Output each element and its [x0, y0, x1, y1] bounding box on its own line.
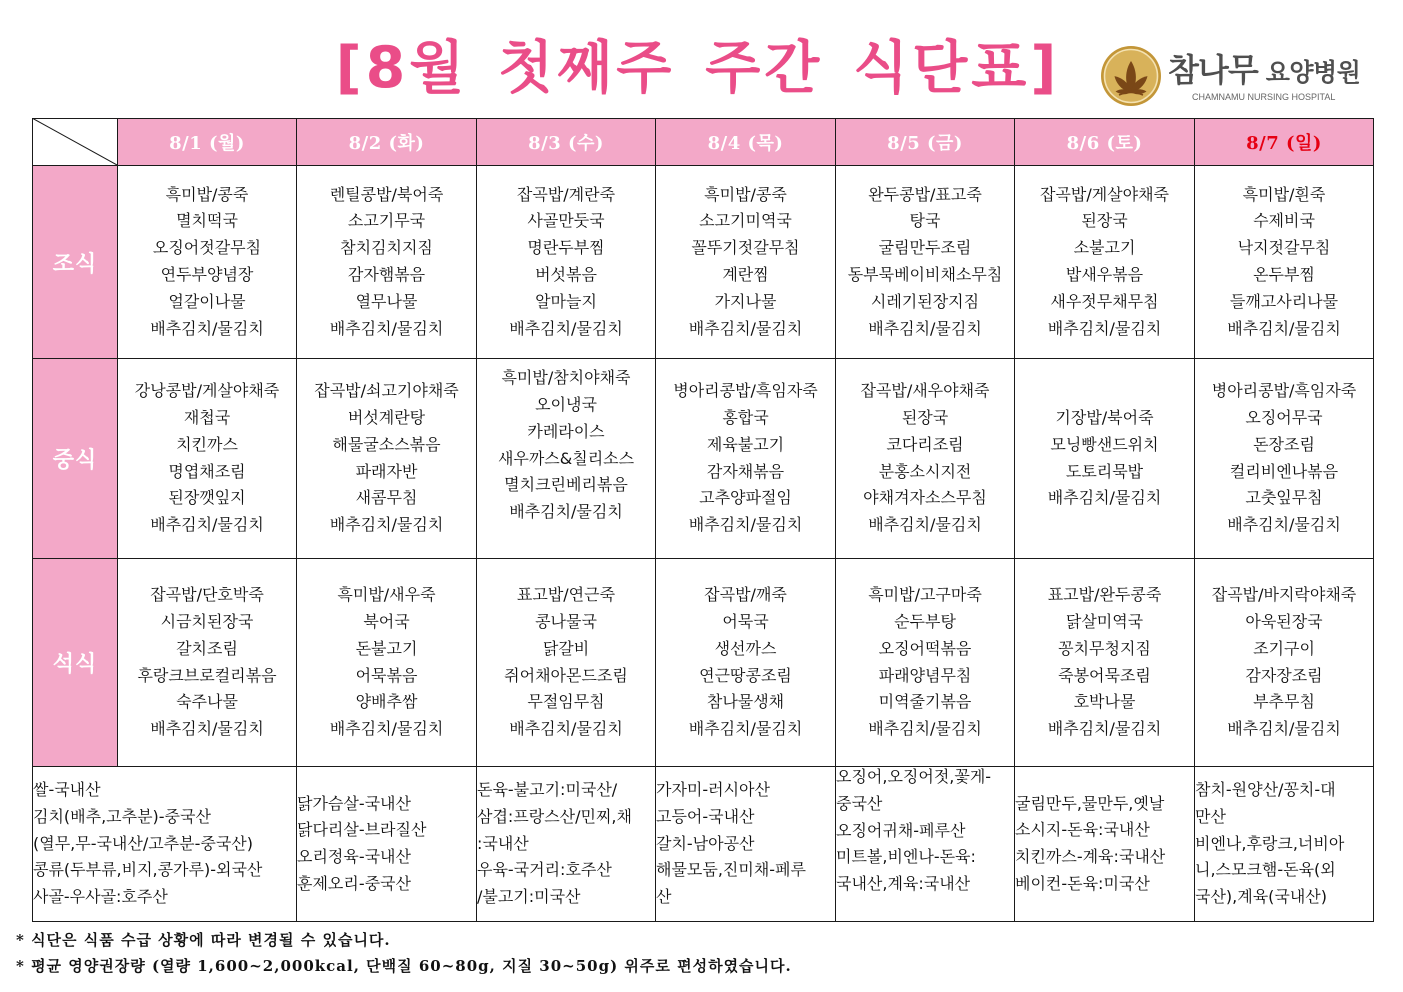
footnote-menu-change: * 식단은 식품 수급 상황에 따라 변경될 수 있습니다.: [16, 931, 391, 949]
origin-info-cell: [33, 767, 297, 922]
menu-item: 무절임무침: [527, 692, 605, 712]
menu-item: 돈불고기: [355, 638, 418, 658]
menu-item: 수제비국: [1253, 211, 1315, 231]
menu-item: 배추김치/물김치: [150, 515, 264, 535]
menu-item: 동부묵베이비채소무침: [847, 265, 1003, 284]
menu-item: 배추김치/물김치: [150, 318, 264, 338]
menu-item: 배추김치/물김치: [509, 719, 623, 739]
menu-cell-lunch-sat: [1015, 359, 1195, 559]
menu-item: 배추김치/물김치: [329, 515, 444, 535]
menu-item: 배추김치/물김치: [1047, 318, 1162, 338]
origin-info-line: :국내산: [477, 833, 529, 853]
oak-leaf-emblem-icon: [1100, 45, 1162, 107]
origin-info-cell: [1195, 767, 1374, 922]
menu-item: 흑미밥/콩죽: [704, 184, 787, 204]
menu-item-list: [836, 182, 1014, 343]
menu-item: 배추김치/물김치: [509, 502, 623, 522]
menu-item: 연근땅콩조림: [699, 665, 792, 685]
menu-item: 명란두부찜: [527, 238, 605, 258]
menu-item-list: [656, 378, 835, 539]
menu-item: 아욱된장국: [1245, 611, 1323, 631]
menu-item-list: [118, 582, 296, 743]
menu-cell-breakfast-sat: [1015, 166, 1195, 359]
menu-item: 닭살미역국: [1065, 611, 1144, 631]
meal-label-breakfast: 조식: [33, 166, 118, 359]
menu-item: 흑미밥/고구마죽: [868, 585, 982, 605]
menu-item: 낙지젓갈무침: [1237, 238, 1331, 258]
origin-info-line: 소시지-돈육:국내산: [1015, 820, 1150, 840]
menu-item: 코다리조림: [886, 434, 964, 454]
meal-row-breakfast: [33, 166, 1374, 359]
menu-cell-lunch-thu: [656, 359, 836, 559]
menu-item: 잡곡밥/단호박죽: [150, 585, 264, 605]
day-header-wed: 8/3 (수): [477, 119, 656, 166]
menu-item: 배추김치/물김치: [688, 318, 803, 338]
menu-item: 어묵볶음: [355, 665, 418, 685]
menu-item-list: [1015, 582, 1194, 743]
menu-item: 배추김치/물김치: [150, 719, 264, 739]
hospital-name-main: 참나무: [1168, 51, 1258, 89]
menu-cell-breakfast-wed: [477, 166, 656, 359]
menu-item: 파래자반: [355, 461, 418, 481]
origin-info-line: 닭가슴살-국내산: [297, 793, 411, 813]
menu-item: 미역줄기볶음: [878, 692, 972, 712]
menu-item: 닭갈비: [542, 638, 590, 658]
menu-item-list: [1195, 182, 1373, 343]
menu-item: 치킨까스: [176, 434, 238, 454]
origin-info-line: 미트볼,비엔나-돈육:: [836, 847, 976, 867]
menu-item: 제육불고기: [706, 434, 785, 454]
hospital-logo: [1100, 44, 1372, 110]
origin-info-line: 굴림만두,물만두,옛날: [1015, 793, 1165, 813]
menu-item-list: [118, 182, 296, 343]
menu-item: 소불고기: [1073, 238, 1136, 258]
menu-item-list: [477, 365, 655, 526]
origin-info-cell: [836, 767, 1015, 922]
menu-item: 잡곡밥/게살야채죽: [1039, 184, 1170, 204]
menu-item: 배추김치/물김치: [329, 318, 444, 338]
menu-item: 탕국: [909, 211, 941, 231]
menu-item-list: [1195, 582, 1373, 743]
hospital-name: [1168, 48, 1360, 98]
origin-info-cell: [656, 767, 836, 922]
meal-label-dinner: 석식: [33, 559, 118, 767]
menu-item: 생선까스: [714, 638, 777, 658]
menu-item: 버섯계란탕: [347, 407, 426, 427]
menu-item: 표고밥/완두콩죽: [1047, 585, 1162, 605]
menu-item: 강낭콩밥/게살야채죽: [134, 381, 280, 401]
menu-item: 감자햄볶음: [347, 265, 426, 284]
menu-cell-dinner-sat: [1015, 559, 1195, 767]
menu-item: 배추김치/물김치: [1227, 719, 1341, 739]
menu-item: 고춧잎무침: [1245, 488, 1323, 508]
menu-item-list: [1195, 378, 1373, 539]
menu-item-list: [656, 582, 835, 743]
menu-item: 오징어젓갈무침: [152, 238, 262, 258]
origin-info-line: 사골-우사골:호주산: [33, 887, 168, 907]
menu-item: 들깨고사리나물: [1229, 291, 1339, 311]
menu-item: 온두부찜: [1253, 265, 1315, 284]
menu-item: 배추김치/물김치: [868, 515, 982, 535]
menu-item: 배추김치/물김치: [868, 719, 982, 739]
origin-info-line: 해물모둠,진미채-페루: [656, 860, 806, 880]
menu-item: 감자장조림: [1245, 665, 1323, 685]
menu-item: 기장밥/북어죽: [1055, 407, 1154, 427]
menu-item: 병아리콩밥/흑임자죽: [1211, 381, 1357, 401]
menu-item: 파래양념무침: [878, 665, 972, 685]
menu-cell-dinner-fri: [836, 559, 1015, 767]
menu-item: 돈장조림: [1253, 434, 1315, 454]
hospital-english-name: CHAMNAMU NURSING HOSPITAL: [1192, 92, 1336, 102]
menu-item: 배추김치/물김치: [1047, 488, 1162, 508]
menu-item: 새우젓무채무침: [1050, 291, 1159, 311]
menu-item: 콩나물국: [535, 611, 597, 631]
menu-item: 사골만둣국: [527, 211, 605, 231]
origin-info-line: 국산),계육(국내산): [1195, 887, 1328, 907]
menu-item: 배추김치/물김치: [1227, 318, 1341, 338]
menu-item-list: [656, 182, 835, 343]
menu-item: 시금치된장국: [160, 611, 254, 631]
menu-item: 연두부양념장: [160, 265, 254, 284]
origin-info-line: 참치-원양산/꽁치-대: [1195, 780, 1336, 800]
menu-item: 병아리콩밥/흑임자죽: [673, 381, 818, 401]
menu-cell-lunch-sun: [1195, 359, 1374, 559]
menu-item: 컬리비엔나볶음: [1229, 461, 1339, 481]
menu-item: 버섯볶음: [535, 265, 597, 284]
day-header-tue: 8/2 (화): [297, 119, 477, 166]
menu-cell-dinner-sun: [1195, 559, 1374, 767]
menu-item: 잡곡밥/바지락야채죽: [1211, 585, 1357, 605]
menu-item: 해물굴소스볶음: [332, 434, 441, 454]
menu-item: 잡곡밥/쇠고기야채죽: [314, 381, 459, 401]
menu-item: 모닝빵샌드위치: [1050, 434, 1159, 454]
menu-item: 흑미밥/참치야채죽: [501, 368, 631, 388]
menu-item-list: [1015, 405, 1194, 512]
menu-item: 부추무침: [1253, 692, 1315, 712]
origin-info-cell: [1015, 767, 1195, 922]
menu-item: 된장국: [901, 407, 949, 427]
origin-info-line: 고등어-국내산: [656, 806, 755, 826]
menu-item: 잡곡밥/깨죽: [704, 585, 787, 605]
menu-item: 후랑크브로컬리볶음: [137, 665, 277, 685]
origin-info-line: 쌀-국내산: [33, 780, 101, 800]
day-header-row: [33, 119, 1374, 166]
origin-info-cell: [477, 767, 656, 922]
origin-info-line: 중국산: [836, 793, 883, 813]
menu-item-list: [118, 378, 296, 539]
menu-item: 명엽채조림: [168, 461, 246, 481]
menu-item: 배추김치/물김치: [868, 318, 982, 338]
origin-info-list: [656, 777, 835, 911]
origin-info-list: [1195, 777, 1373, 911]
origin-info-line: 가자미-러시아산: [656, 780, 770, 800]
menu-item: 양배추쌈: [355, 692, 418, 712]
origin-info-line: 베이컨-돈육:미국산: [1015, 873, 1150, 893]
menu-cell-dinner-wed: [477, 559, 656, 767]
menu-item: 밥새우볶음: [1065, 265, 1144, 284]
menu-item: 분홍소시지전: [878, 461, 972, 481]
origin-info-line: 오리정육-국내산: [297, 847, 411, 866]
menu-item: 멸치크린베리볶음: [504, 475, 628, 495]
table-corner-cell: [33, 119, 118, 166]
menu-item: 꼴뚜기젓갈무침: [691, 238, 800, 258]
menu-item: 참치김치지짐: [340, 238, 433, 258]
menu-item: 갈치조림: [176, 638, 238, 658]
menu-item: 새우까스&칠리소스: [497, 448, 635, 468]
menu-item-list: [477, 582, 655, 743]
menu-item: 오이냉국: [535, 394, 597, 414]
origin-info-list: [836, 764, 1014, 898]
menu-item: 흑미밥/새우죽: [337, 585, 436, 605]
menu-item: 소고기무국: [347, 211, 426, 231]
origin-info-row: [33, 767, 1374, 922]
origin-info-line: 우육-국거리:호주산: [477, 860, 612, 880]
menu-item: 꽁치무청지짐: [1058, 638, 1151, 658]
menu-item: 표고밥/연근죽: [516, 585, 616, 605]
menu-cell-dinner-mon: [118, 559, 297, 767]
menu-item: 홍합국: [722, 407, 769, 427]
menu-item: 카레라이스: [527, 421, 605, 441]
origin-info-line: 산: [656, 887, 672, 907]
weekly-menu-table-wrapper: [32, 118, 1373, 921]
page-title: [8월 첫째주 주간 식단표]: [335, 35, 1061, 101]
menu-item: 고추양파절임: [699, 488, 792, 508]
menu-item: 조기구이: [1253, 638, 1315, 658]
origin-info-line: (열무,무-국내산/고추분-중국산): [33, 833, 253, 853]
meal-row-dinner: [33, 559, 1374, 767]
menu-item: 순두부탕: [894, 611, 956, 631]
menu-item: 흑미밥/콩죽: [165, 184, 249, 204]
menu-item: 쥐어채아몬드조림: [504, 665, 628, 685]
menu-item: 가지나물: [714, 291, 777, 311]
menu-item-list: [477, 182, 655, 343]
origin-info-line: 만산: [1195, 806, 1226, 826]
origin-info-list: [33, 777, 296, 911]
menu-item: 된장국: [1081, 211, 1128, 231]
menu-item: 재첩국: [183, 407, 231, 427]
menu-item: 완두콩밥/표고죽: [868, 184, 982, 204]
menu-item: 소고기미역국: [699, 211, 792, 231]
menu-item: 배추김치/물김치: [688, 515, 803, 535]
menu-cell-breakfast-tue: [297, 166, 477, 359]
menu-item: 감자채볶음: [706, 461, 785, 481]
menu-item: 멸치떡국: [176, 211, 238, 231]
footnotes: [16, 927, 792, 979]
menu-item: 북어국: [363, 611, 410, 631]
origin-info-list: [297, 791, 476, 898]
menu-item: 계란찜: [722, 265, 769, 284]
day-header-sun: 8/7 (일): [1195, 119, 1374, 166]
menu-item: 배추김치/물김치: [329, 719, 444, 739]
menu-cell-lunch-wed: [477, 359, 656, 559]
menu-item: 열무나물: [355, 291, 418, 311]
menu-item: 시레기된장지짐: [870, 291, 980, 311]
meal-row-lunch: [33, 359, 1374, 559]
menu-cell-breakfast-fri: [836, 166, 1015, 359]
menu-item: 야채겨자소스무침: [863, 488, 987, 508]
menu-body: [33, 166, 1374, 922]
menu-item: 호박나물: [1073, 692, 1136, 712]
menu-cell-breakfast-sun: [1195, 166, 1374, 359]
menu-item-list: [297, 182, 476, 343]
menu-item: 숙주나물: [176, 692, 238, 712]
day-header-thu: 8/4 (목): [656, 119, 836, 166]
menu-item: 배추김치/물김치: [1047, 719, 1162, 739]
menu-item: 알마늘지: [535, 291, 597, 311]
menu-cell-lunch-fri: [836, 359, 1015, 559]
day-header-mon: 8/1 (월): [118, 119, 297, 166]
menu-cell-lunch-tue: [297, 359, 477, 559]
hospital-name-suffix: 요양병원: [1265, 58, 1361, 87]
day-header-sat: 8/6 (토): [1015, 119, 1195, 166]
menu-cell-dinner-thu: [656, 559, 836, 767]
origin-info-line: 비엔나,후랑크,너비아: [1195, 833, 1345, 853]
menu-item: 참나물생채: [706, 692, 785, 712]
origin-info-line: 치킨까스-계육:국내산: [1015, 847, 1166, 866]
menu-item: 된장깻잎지: [168, 488, 246, 508]
menu-item: 배추김치/물김치: [1227, 515, 1341, 535]
menu-item: 잡곡밥/계란죽: [516, 184, 616, 204]
origin-info-list: [477, 777, 655, 911]
origin-info-line: 오징어귀채-페루산: [836, 820, 966, 840]
menu-item: 얼갈이나물: [168, 291, 246, 311]
origin-info-line: 돈육-불고기:미국산/: [477, 780, 618, 800]
footnote-nutrition-guideline: * 평균 영양권장량 (열량 1,600~2,000kcal, 단백질 60~80g, 지질 30~50g) 위주로 편성하였습니다.: [16, 957, 792, 975]
menu-cell-dinner-tue: [297, 559, 477, 767]
menu-item: 렌틸콩밥/북어죽: [329, 184, 444, 204]
menu-item: 오징어떡볶음: [878, 638, 972, 658]
menu-item: 새콤무침: [355, 488, 418, 508]
origin-info-line: 김치(배추,고추분)-중국산: [33, 806, 211, 826]
origin-info-line: 국내산,계육:국내산: [836, 874, 971, 894]
origin-info-line: 닭다리살-브라질산: [297, 820, 427, 840]
origin-info-line: 니,스모크햄-돈육(외: [1195, 860, 1336, 880]
menu-item-list: [836, 378, 1014, 539]
weekly-menu-table: [32, 118, 1374, 922]
origin-info-line: 콩류(두부류,비지,콩가루)-외국산: [33, 860, 263, 880]
origin-info-cell: [297, 767, 477, 922]
menu-item: 도토리묵밥: [1065, 461, 1144, 481]
origin-info-line: 훈제오리-중국산: [297, 873, 411, 893]
menu-item: 배추김치/물김치: [509, 318, 623, 338]
menu-cell-breakfast-mon: [118, 166, 297, 359]
origin-info-line: /불고기:미국산: [477, 887, 581, 907]
menu-item: 오징어무국: [1245, 407, 1323, 427]
menu-cell-breakfast-thu: [656, 166, 836, 359]
day-header-fri: 8/5 (금): [836, 119, 1015, 166]
origin-info-line: 오징어,오징어젓,꽃게-: [836, 767, 992, 787]
menu-cell-lunch-mon: [118, 359, 297, 559]
menu-item: 잡곡밥/새우야채죽: [860, 381, 990, 401]
menu-item-list: [836, 582, 1014, 743]
menu-item-list: [1015, 182, 1194, 343]
meal-label-lunch: 중식: [33, 359, 118, 559]
origin-info-list: [1015, 791, 1194, 898]
menu-item: 흑미밥/흰죽: [1242, 184, 1326, 204]
origin-info-line: 갈치-남아공산: [656, 833, 755, 853]
menu-item: 어묵국: [722, 611, 769, 631]
menu-item-list: [297, 378, 476, 539]
menu-item: 배추김치/물김치: [688, 719, 803, 739]
origin-info-line: 삼겹:프랑스산/민찌,채: [477, 806, 632, 826]
menu-item-list: [297, 582, 476, 743]
menu-item: 죽봉어묵조림: [1058, 665, 1151, 685]
menu-item: 굴림만두조림: [878, 238, 972, 258]
